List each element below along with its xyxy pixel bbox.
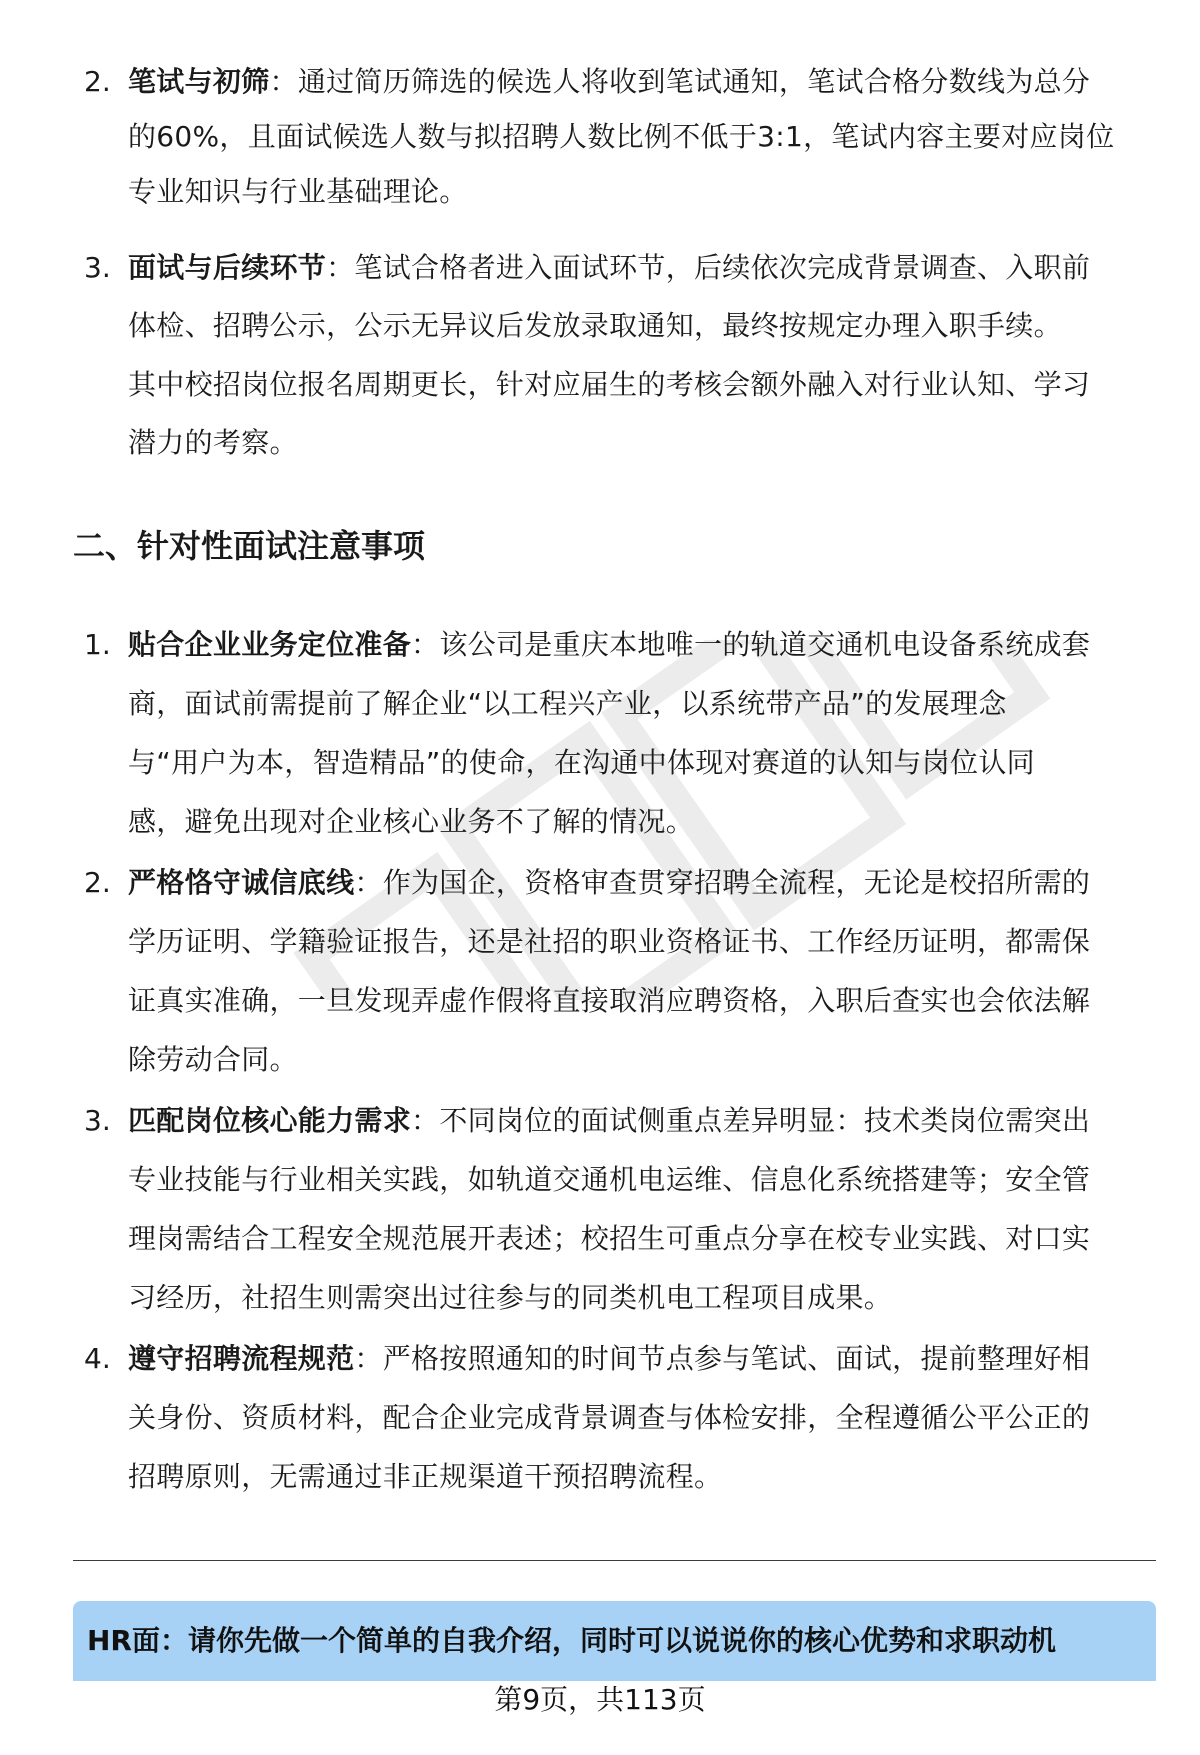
list-number: 3. <box>84 251 111 284</box>
item-text: 除劳动合同。 <box>128 1043 298 1076</box>
item-text: ：作为国企，资格审查贯穿招聘全流程，无论是校招所需的 <box>354 866 1091 899</box>
item-text: ：该公司是重庆本地唯一的轨道交通机电设备系统成套 <box>411 628 1091 661</box>
page-number: 第9页，共113页 <box>494 1683 706 1716</box>
item-text: 关身份、资质材料，配合企业完成背景调查与体检安排，全程遵循公平公正的 <box>128 1401 1091 1434</box>
hr-question-text: HR面：请你先做一个简单的自我介绍，同时可以说说你的核心优势和求职动机 <box>87 1624 1056 1657</box>
item-text: 的60%，且面试候选人数与拟招聘人数比例不低于3:1，笔试内容主要对应岗位 <box>128 120 1115 153</box>
item-heading: 遵守招聘流程规范 <box>128 1342 355 1375</box>
item-heading: 笔试与初筛 <box>128 65 270 98</box>
item-text: 商，面试前需提前了解企业“以工程兴产业，以系统带产品”的发展理念 <box>128 687 1007 720</box>
item-text: 专业知识与行业基础理论。 <box>128 175 468 208</box>
section-title: 二、针对性面试注意事项 <box>73 527 426 565</box>
list-number: 2. <box>84 866 111 899</box>
hr-question-box <box>73 1601 1156 1681</box>
item-heading: 面试与后续环节 <box>128 251 327 284</box>
item-heading: 严格恪守诚信底线 <box>128 866 355 899</box>
item-text: ：通过简历筛选的候选人将收到笔试通知，笔试合格分数线为总分 <box>269 65 1091 98</box>
item-text: 与“用户为本，智造精品”的使命，在沟通中体现对赛道的认知与岗位认同 <box>128 746 1035 779</box>
item-text: 潜力的考察。 <box>128 426 298 459</box>
item-text: 其中校招岗位报名周期更长，针对应届生的考核会额外融入对行业认知、学习 <box>128 368 1091 401</box>
item-heading: 匹配岗位核心能力需求 <box>128 1104 412 1137</box>
list-number: 3. <box>84 1104 111 1137</box>
item-text: 学历证明、学籍验证报告，还是社招的职业资格证书、工作经历证明，都需保 <box>128 925 1091 958</box>
item-text: ：不同岗位的面试侧重点差异明显：技术类岗位需突出 <box>411 1104 1091 1137</box>
item-text: 感，避免出现对企业核心业务不了解的情况。 <box>128 805 695 838</box>
item-text: 专业技能与行业相关实践，如轨道交通机电运维、信息化系统搭建等；安全管 <box>128 1163 1091 1196</box>
item-text: ：笔试合格者进入面试环节，后续依次完成背景调查、入职前 <box>326 251 1091 284</box>
item-text: 习经历，社招生则需突出过往参与的同类机电工程项目成果。 <box>128 1281 893 1314</box>
item-text: 证真实准确，一旦发现弄虚作假将直接取消应聘资格，入职后查实也会依法解 <box>128 984 1091 1017</box>
list-number: 2. <box>84 65 111 98</box>
item-heading: 贴合企业业务定位准备 <box>128 628 412 661</box>
item-text: 理岗需结合工程安全规范展开表述；校招生可重点分享在校专业实践、对口实 <box>128 1222 1091 1255</box>
item-text: 招聘原则，无需通过非正规渠道干预招聘流程。 <box>128 1460 723 1493</box>
list-number: 4. <box>84 1342 111 1375</box>
item-text: 体检、招聘公示，公示无异议后发放录取通知，最终按规定办理入职手续。 <box>128 309 1062 342</box>
item-text: ：严格按照通知的时间节点参与笔试、面试，提前整理好相 <box>354 1342 1091 1375</box>
list-number: 1. <box>84 628 111 661</box>
section-divider <box>73 1560 1156 1561</box>
